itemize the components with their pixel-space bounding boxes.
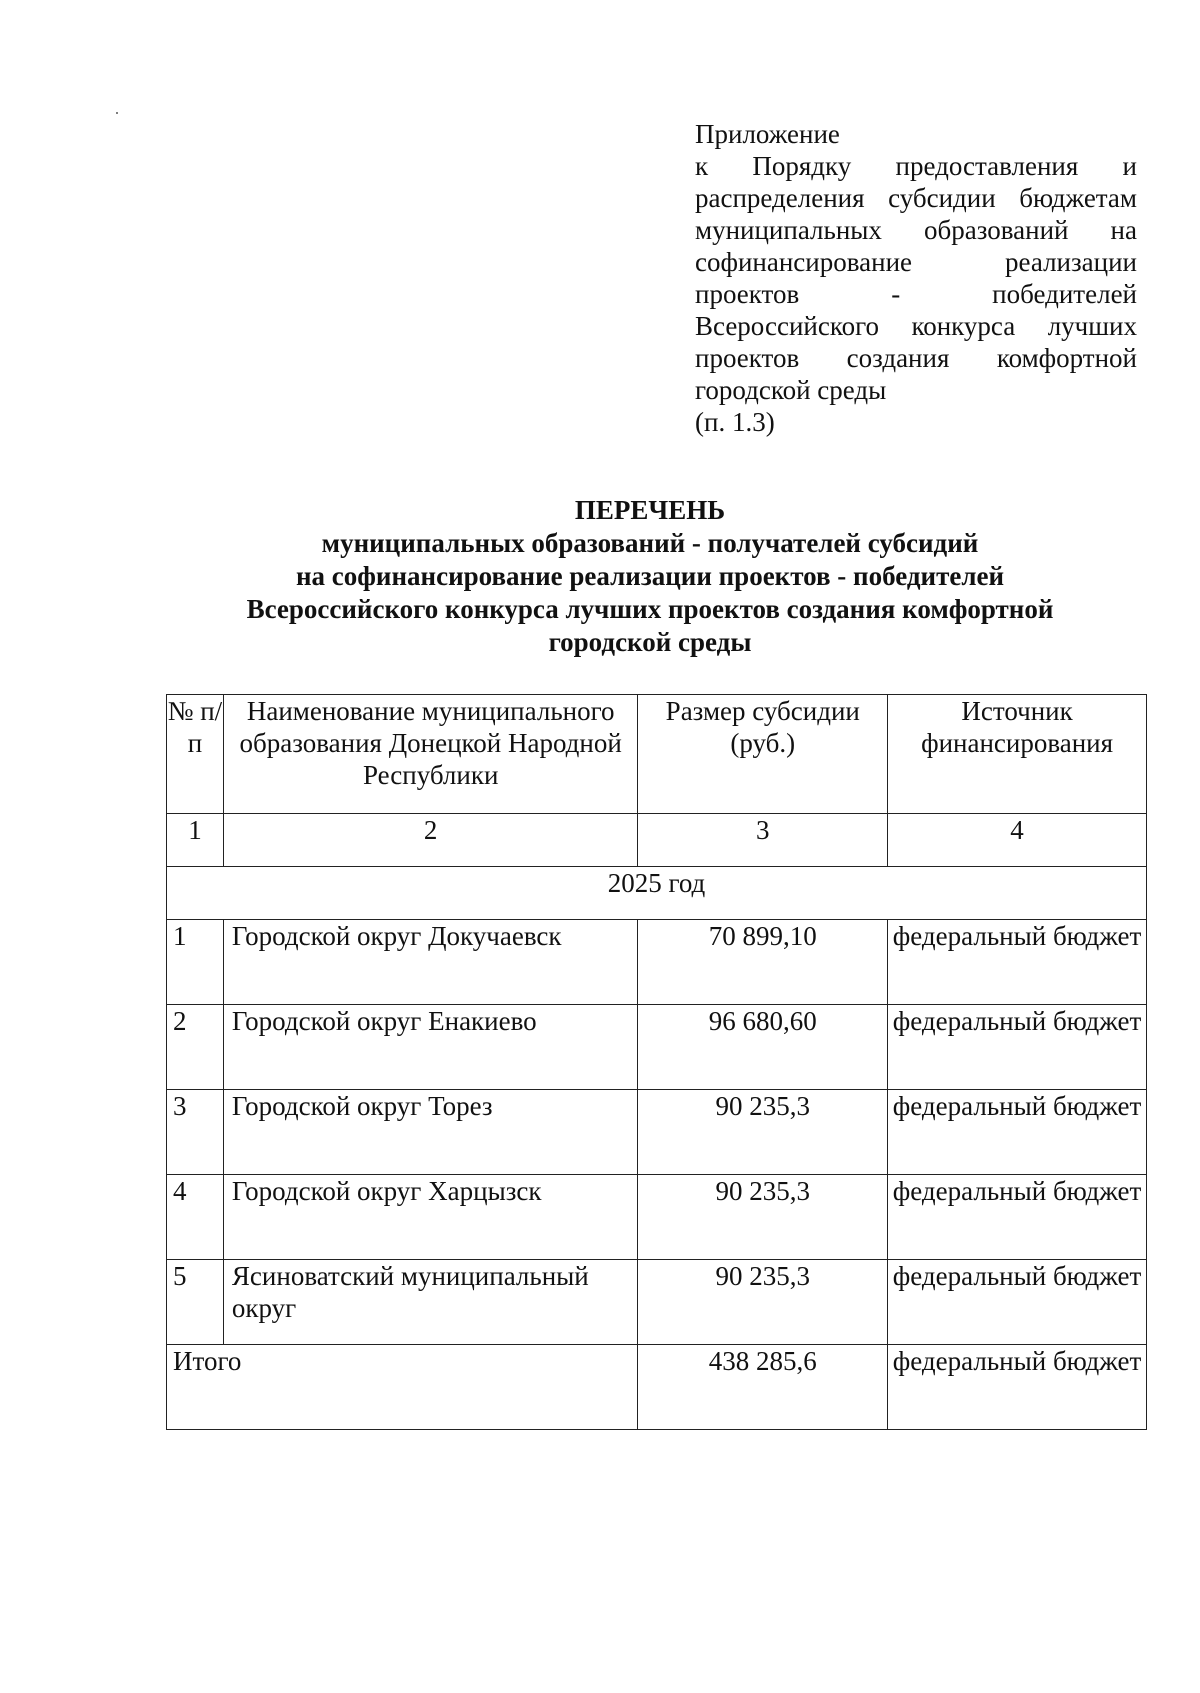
row-name: Городской округ Докучаевск xyxy=(223,920,638,1005)
row-amount: 90 235,3 xyxy=(638,1175,888,1260)
row-name: Городской округ Торез xyxy=(223,1090,638,1175)
appendix-line: городской среды xyxy=(695,375,887,405)
table-row xyxy=(167,920,1147,1005)
row-source: федеральный бюджет xyxy=(888,1005,1147,1090)
row-source: федеральный бюджет xyxy=(888,920,1147,1005)
row-name: Городской округ Харцызск xyxy=(223,1175,638,1260)
total-row xyxy=(167,1345,1147,1430)
column-number: 3 xyxy=(638,814,888,867)
scan-speck xyxy=(116,112,118,114)
column-number: 1 xyxy=(167,814,224,867)
heading-line: городской среды xyxy=(548,627,752,657)
appendix-line: к Порядку предоставления и xyxy=(695,151,1137,181)
row-name: Ясиноватский муниципальный округ xyxy=(223,1260,638,1345)
table-row xyxy=(167,1260,1147,1345)
table-header-row xyxy=(167,695,1147,814)
appendix-line: проектов создания комфортной xyxy=(695,343,1137,373)
total-amount: 438 285,6 xyxy=(638,1345,888,1430)
table-row xyxy=(167,1175,1147,1260)
row-number: 4 xyxy=(167,1175,224,1260)
row-amount: 96 680,60 xyxy=(638,1005,888,1090)
row-source: федеральный бюджет xyxy=(888,1260,1147,1345)
appendix-line: распределения субсидии бюджетам xyxy=(695,183,1137,213)
row-name: Городской округ Енакиево xyxy=(223,1005,638,1090)
total-label: Итого xyxy=(167,1345,638,1430)
column-number-row xyxy=(167,814,1147,867)
row-source: федеральный бюджет xyxy=(888,1175,1147,1260)
header-name: Наименование муниципального образования Донецкой Народной Республики xyxy=(223,695,638,814)
column-number: 2 xyxy=(223,814,638,867)
row-number: 5 xyxy=(167,1260,224,1345)
row-source: федеральный бюджет xyxy=(888,1090,1147,1175)
table-row xyxy=(167,1005,1147,1090)
appendix-block xyxy=(695,118,1137,438)
appendix-line: муниципальных образований на xyxy=(695,215,1137,245)
heading-line: Всероссийского конкурса лучших проектов создания комфортной xyxy=(246,594,1054,624)
appendix-line: софинансирование реализации xyxy=(695,247,1137,277)
header-source: Источник финансирования xyxy=(888,695,1147,814)
heading-line: на софинансирование реализации проектов - победителей xyxy=(295,561,1005,591)
row-number: 3 xyxy=(167,1090,224,1175)
row-amount: 70 899,10 xyxy=(638,920,888,1005)
row-amount: 90 235,3 xyxy=(638,1260,888,1345)
appendix-line: Всероссийского конкурса лучших xyxy=(695,311,1137,341)
appendix-line: проектов - победителей xyxy=(695,279,1137,309)
row-number: 2 xyxy=(167,1005,224,1090)
header-amount: Размер субсидии (руб.) xyxy=(638,695,888,814)
heading-title: ПЕРЕЧЕНЬ xyxy=(574,495,726,525)
appendix-reference: (п. 1.3) xyxy=(695,407,775,437)
header-num: № п/п xyxy=(167,695,224,814)
table-row xyxy=(167,1090,1147,1175)
column-number: 4 xyxy=(888,814,1147,867)
appendix-title: Приложение xyxy=(695,119,840,149)
document-heading xyxy=(150,494,1150,659)
total-source: федеральный бюджет xyxy=(888,1345,1147,1430)
year-row xyxy=(167,867,1147,920)
heading-line: муниципальных образований - получателей субсидий xyxy=(321,528,979,558)
subsidy-table xyxy=(166,694,1147,1430)
row-amount: 90 235,3 xyxy=(638,1090,888,1175)
year-label: 2025 год xyxy=(167,867,1147,920)
row-number: 1 xyxy=(167,920,224,1005)
